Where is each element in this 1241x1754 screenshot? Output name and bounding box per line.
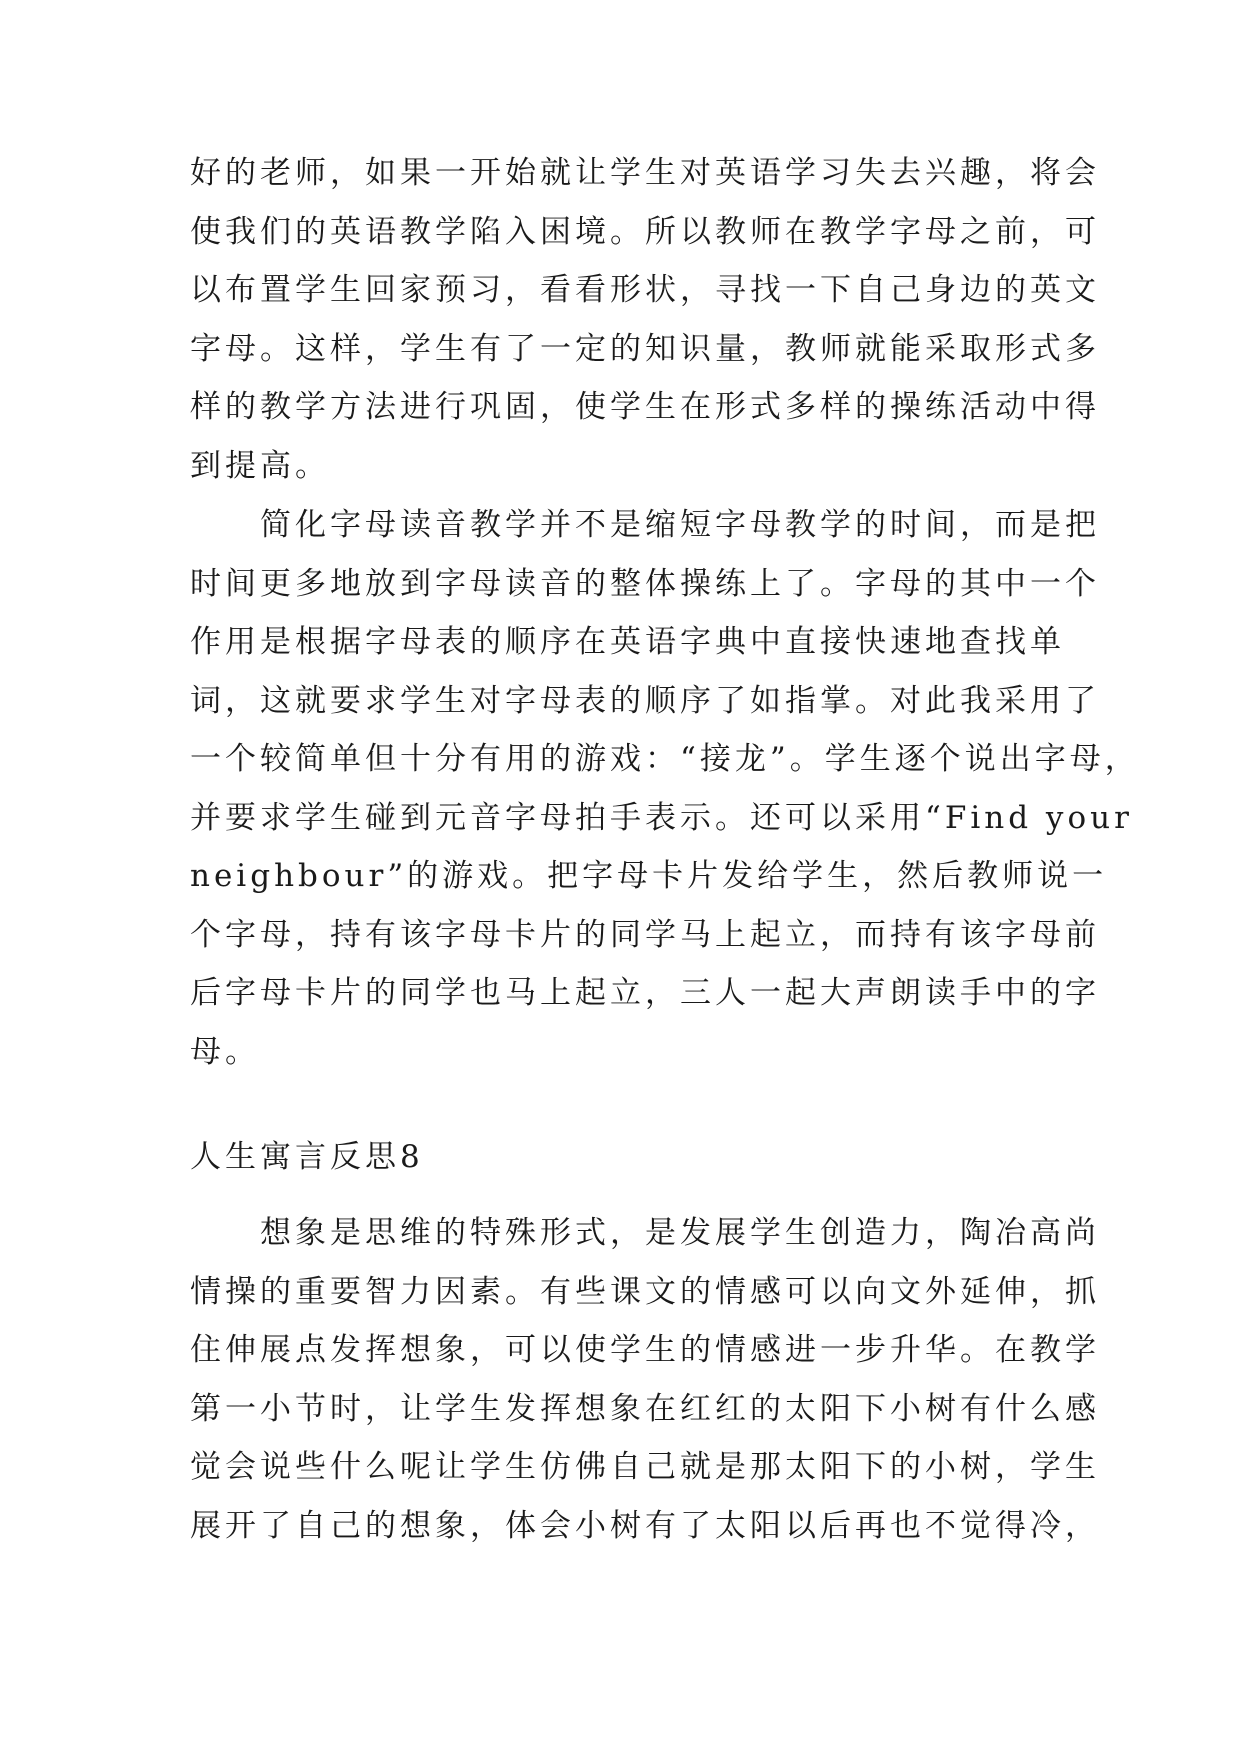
paragraph-line: 后字母卡片的同学也马上起立，三人一起大声朗读手中的字 [190, 975, 1100, 1011]
paragraph-line: 词，这就要求学生对字母表的顺序了如指掌。对此我采用了 [190, 682, 1100, 719]
paragraph-line: 展开了自己的想象，体会小树有了太阳以后再也不觉得冷， [190, 1507, 1100, 1544]
paragraph-line: 觉会说些什么呢让学生仿佛自己就是那太阳下的小树，学生 [190, 1449, 1100, 1485]
paragraph-line: 个字母，持有该字母卡片的同学马上起立，而持有该字母前 [190, 916, 1100, 953]
paragraph-line: 情操的重要智力因素。有些课文的情感可以向文外延伸，抓 [190, 1273, 1100, 1310]
paragraph-line: 想象是思维的特殊形式，是发展学生创造力，陶冶高尚 [260, 1215, 1100, 1251]
paragraph-line: 到提高。 [190, 447, 330, 484]
paragraph-1 [190, 144, 1100, 495]
paragraph-line: 使我们的英语教学陷入困境。所以教师在教学字母之前，可 [190, 213, 1100, 250]
paragraph-line: 样的教学方法进行巩固，使学生在形式多样的操练活动中得 [190, 389, 1100, 425]
paragraph-line: 简化字母读音教学并不是缩短字母教学的时间，而是把 [260, 507, 1100, 543]
paragraph-line: 住伸展点发挥想象，可以使学生的情感进一步升华。在教学 [190, 1332, 1100, 1368]
paragraph-3 [190, 1204, 1100, 1555]
paragraph-line: neighbour”的游戏。把字母卡片发给学生，然后教师说一 [190, 858, 1108, 894]
paragraph-line: 字母。这样，学生有了一定的知识量，教师就能采取形式多 [190, 330, 1100, 367]
paragraph-line: 并要求学生碰到元音字母拍手表示。还可以采用“Find your [190, 799, 1133, 836]
paragraph-line: 母。 [190, 1033, 260, 1070]
section-heading: 人生寓言反思8 [190, 1139, 424, 1175]
paragraph-line: 第一小节时，让学生发挥想象在红红的太阳下小树有什么感 [190, 1390, 1100, 1427]
paragraph-2 [190, 496, 1140, 1081]
paragraph-line: 时间更多地放到字母读音的整体操练上了。字母的其中一个 [190, 565, 1100, 602]
paragraph-line: 以布置学生回家预习，看看形状，寻找一下自己身边的英文 [190, 272, 1100, 308]
paragraph-line: 作用是根据字母表的顺序在英语字典中直接快速地查找单 [190, 624, 1065, 660]
paragraph-line: 一个较简单但十分有用的游戏：“接龙”。学生逐个说出字母， [190, 741, 1140, 777]
paragraph-line: 好的老师，如果一开始就让学生对英语学习失去兴趣，将会 [190, 155, 1100, 191]
